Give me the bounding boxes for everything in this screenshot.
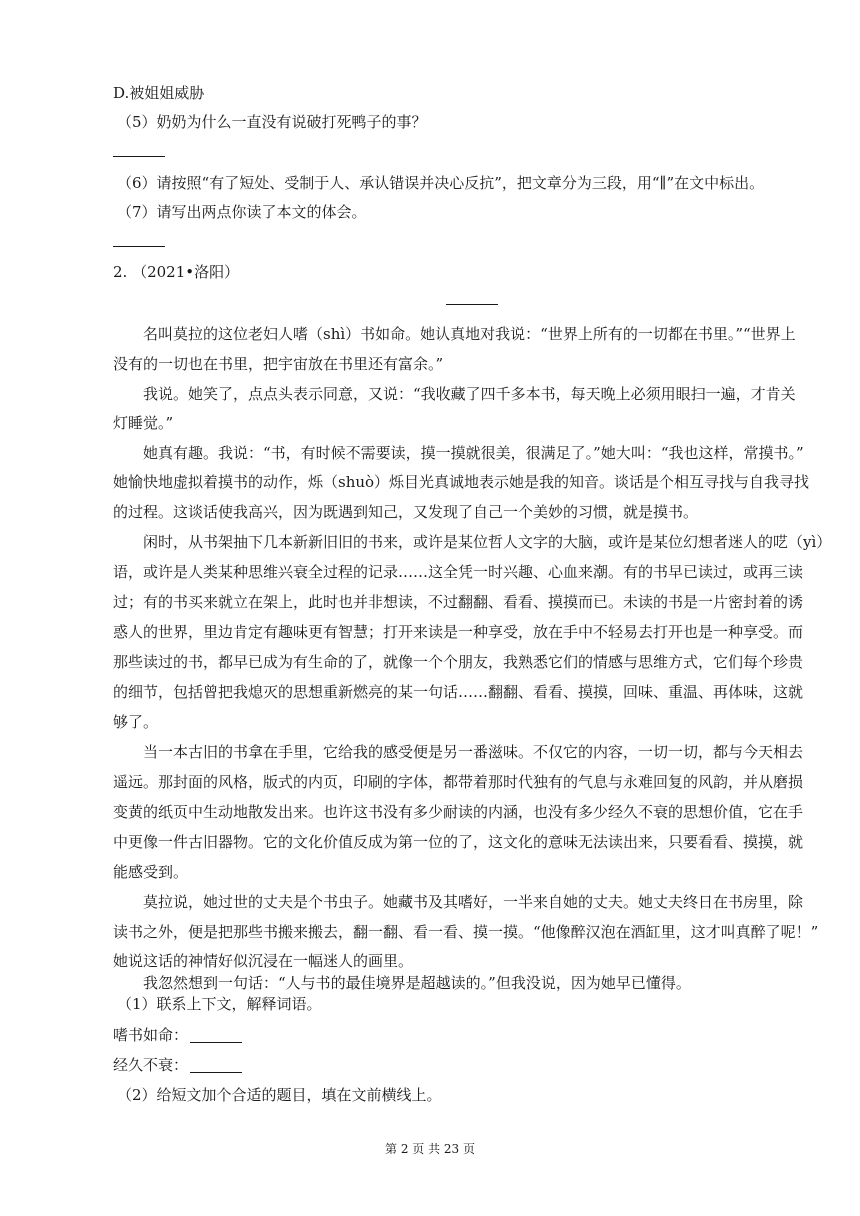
term-1-label: 嗜书如命： [113, 1026, 189, 1044]
term-2-label: 经久不衰： [113, 1056, 189, 1074]
passage-line: 没有的一切也在书里，把宇宙放在书里还有富余。” [113, 355, 444, 373]
passage-line: 名叫莫拉的这位老妇人嗜（shì）书如命。她认真地对我说：“世界上所有的一切都在书里。”“世界上 [143, 325, 796, 343]
option-d: D.被姐姐威胁 [113, 84, 205, 102]
passage-line: 的细节，包括曾把我熄灭的思想重新燃亮的某一句话……翻翻、看看、摸摸，回味、重温、再体味，这就 [113, 683, 804, 701]
question-6: （6）请按照“有了短处、受制于人、承认错误并决心反抗”，把文章分为三段，用“∥”在文中标出。 [117, 174, 765, 192]
question-2-header: 2. （2021•洛阳） [113, 263, 240, 281]
passage-line: 她说这话的神情好似沉浸在一幅迷人的画里。 [113, 952, 414, 970]
passage-line: 遥远。那封面的风格，版式的内页，印刷的字体，都带着那时代独有的气息与永难回复的风韵，并从磨损 [113, 773, 804, 791]
passage-line: 莫拉说，她过世的丈夫是个书虫子。她藏书及其嗜好，一半来自她的丈夫。她丈夫终日在书房里，除 [143, 893, 804, 911]
passage-line: 读书之外，便是把那些书搬来搬去，翻一翻、看一看、摸一摸。“他像醉汉泡在酒缸里，这才叫真醉了呢！” [113, 923, 819, 941]
passage-line: 灯睡觉。” [113, 414, 174, 432]
passage-line: 闲时，从书架抽下几本新新旧旧的书来，或许是某位哲人文字的大脑，或许是某位幻想者迷人的呓（yì） [143, 533, 832, 551]
term-2 [113, 1055, 778, 1075]
passage-line: 中更像一件古旧器物。它的文化价值反成为第一位的了，这文化的意味无法读出来，只要看看、摸摸，就 [113, 833, 804, 851]
question-2-sub-1: （1）联系上下文，解释词语。 [117, 995, 322, 1013]
passage-line: 那些读过的书，都早已成为有生命的了，就像一个个朋友，我熟悉它们的情感与思维方式，它们每个珍贵 [113, 653, 804, 671]
page-footer: 第 2 页 共 23 页 [385, 1142, 475, 1156]
passage-line: 语，或许是人类某种思维兴衰全过程的记录……这全凭一时兴趣、心血来潮。有的书早已读过，或再三读 [113, 563, 804, 581]
passage-line: 能感受到。 [113, 863, 189, 881]
passage-line: 当一本古旧的书拿在手里，它给我的感受便是另一番滋味。不仅它的内容，一切一切，都与今天相去 [143, 743, 804, 761]
term-1-blank [190, 1042, 242, 1043]
term-2-blank [190, 1072, 242, 1073]
term-1 [113, 1025, 778, 1045]
title-blank [446, 304, 498, 305]
passage-line: 我忽然想到一句话：“人与书的最佳境界是超越读的。”但我没说，因为她早已懂得。 [143, 974, 691, 992]
passage-line: 她真有趣。我说：“书，有时候不需要读，摸一摸就很美，很满足了。”她大叫：“我也这样，常摸书。” [143, 444, 804, 462]
passage-line: 过；有的书买来就立在架上，此时也并非想读，不过翻翻、看看、摸摸而已。未读的书是一片密封着的诱 [113, 593, 804, 611]
answer-blank-7 [113, 246, 165, 247]
passage-line: 变黄的纸页中生动地散发出来。也许这书没有多少耐读的内涵，也没有多少经久不衰的思想价值，它在手 [113, 803, 804, 821]
question-5: （5）奶奶为什么一直没有说破打死鸭子的事？ [117, 113, 427, 131]
question-2-sub-2: （2）给短文加个合适的题目，填在文前横线上。 [117, 1086, 442, 1104]
passage-line: 的过程。这谈话使我高兴，因为既遇到知己，又发现了自己一个美妙的习惯，就是摸书。 [113, 503, 699, 521]
passage-line: 惑人的世界，里边肯定有趣味更有智慧；打开来读是一种享受，放在手中不轻易去打开也是一种享受。而 [113, 623, 804, 641]
question-7: （7）请写出两点你读了本文的体会。 [117, 203, 367, 221]
passage-line: 我说。她笑了，点点头表示同意，又说：“我收藏了四千多本书，每天晚上必须用眼扫一遍，才肯关 [143, 385, 796, 403]
answer-blank-5 [113, 156, 165, 157]
passage-line: 够了。 [113, 713, 159, 731]
passage-line: 她愉快地虚拟着摸书的动作，烁（shuò）烁目光真诚地表示她是我的知音。谈话是个相互寻找与自我寻找 [113, 473, 810, 491]
